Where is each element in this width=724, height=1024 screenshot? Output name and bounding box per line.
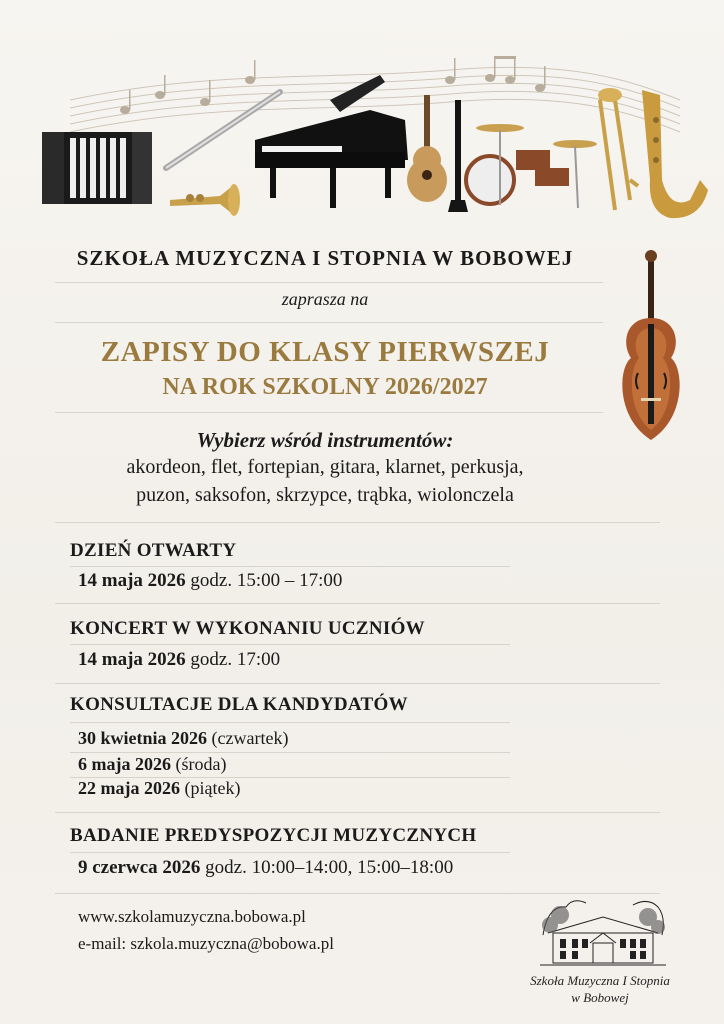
accordion-icon xyxy=(42,132,152,204)
divider xyxy=(55,603,660,604)
event-time: godz. 15:00 – 17:00 xyxy=(185,570,343,591)
section-date-line xyxy=(78,728,288,749)
divider xyxy=(55,893,660,894)
instruments-illustration xyxy=(30,40,710,230)
guitar-icon xyxy=(407,95,447,202)
event-day: (czwartek) xyxy=(207,728,289,748)
event-date: 14 maja 2026 xyxy=(78,649,186,670)
violin-icon xyxy=(606,248,696,448)
instruments-list-line1: akordeon, flet, fortepian, gitara, klarnet, perkusja, xyxy=(126,456,524,478)
school-building-logo xyxy=(538,895,668,970)
divider xyxy=(55,683,660,684)
divider xyxy=(70,566,510,567)
section-heading-aptitude-test: BADANIE PREDYSPOZYCJI MUZYCZNYCH xyxy=(70,825,477,846)
event-date: 6 maja 2026 xyxy=(78,754,171,774)
divider xyxy=(55,412,603,413)
instruments-list-line2: puzon, saksofon, skrzypce, trąbka, wiolonczela xyxy=(136,484,514,506)
event-day: (środa) xyxy=(171,754,227,774)
divider xyxy=(70,852,510,853)
trumpet-icon xyxy=(170,184,240,216)
divider xyxy=(55,282,603,283)
invite-text: zaprasza na xyxy=(281,289,369,309)
section-date-line xyxy=(78,649,280,671)
logo-caption-line1: Szkoła Muzyczna I Stopnia xyxy=(530,973,670,988)
divider xyxy=(55,522,660,523)
school-title: SZKOŁA MUZYCZNA I STOPNIA W BOBOWEJ xyxy=(76,246,574,270)
main-title: ZAPISY DO KLASY PIERWSZEJ xyxy=(100,336,550,368)
divider xyxy=(55,322,603,323)
event-date: 22 maja 2026 xyxy=(78,778,180,798)
event-day: (piątek) xyxy=(180,778,241,798)
section-date-line xyxy=(78,570,342,592)
trombone-icon xyxy=(600,96,638,210)
event-date: 14 maja 2026 xyxy=(78,570,186,591)
trombone-bell-icon xyxy=(598,88,622,102)
logo-caption-line2: w Bobowej xyxy=(571,990,629,1005)
drums-icon xyxy=(466,124,597,208)
event-date: 30 kwietnia 2026 xyxy=(78,728,208,748)
clarinet-icon xyxy=(448,100,468,212)
event-date: 9 czerwca 2026 xyxy=(78,857,201,878)
divider xyxy=(70,722,510,723)
section-date-line xyxy=(78,754,226,775)
section-date-line xyxy=(78,857,453,879)
section-heading-consultations: KONSULTACJE DLA KANDYDATÓW xyxy=(70,694,408,715)
email-link[interactable]: e-mail: szkola.muzyczna@bobowa.pl xyxy=(78,934,334,953)
website-link[interactable]: www.szkolamuzyczna.bobowa.pl xyxy=(78,907,306,926)
divider xyxy=(70,644,510,645)
saxophone-icon xyxy=(642,90,708,218)
event-time: godz. 10:00–14:00, 15:00–18:00 xyxy=(200,857,454,878)
section-heading-open-day: DZIEŃ OTWARTY xyxy=(70,540,237,561)
sub-title: NA ROK SZKOLNY 2026/2027 xyxy=(162,374,488,400)
music-notes-icon xyxy=(120,56,546,114)
divider xyxy=(55,812,660,813)
section-date-line xyxy=(78,778,240,799)
event-time: godz. 17:00 xyxy=(185,649,281,670)
section-heading-concert: KONCERT W WYKONANIU UCZNIÓW xyxy=(70,618,425,639)
divider xyxy=(70,752,510,753)
instruments-heading: Wybierz wśród instrumentów: xyxy=(196,428,454,452)
